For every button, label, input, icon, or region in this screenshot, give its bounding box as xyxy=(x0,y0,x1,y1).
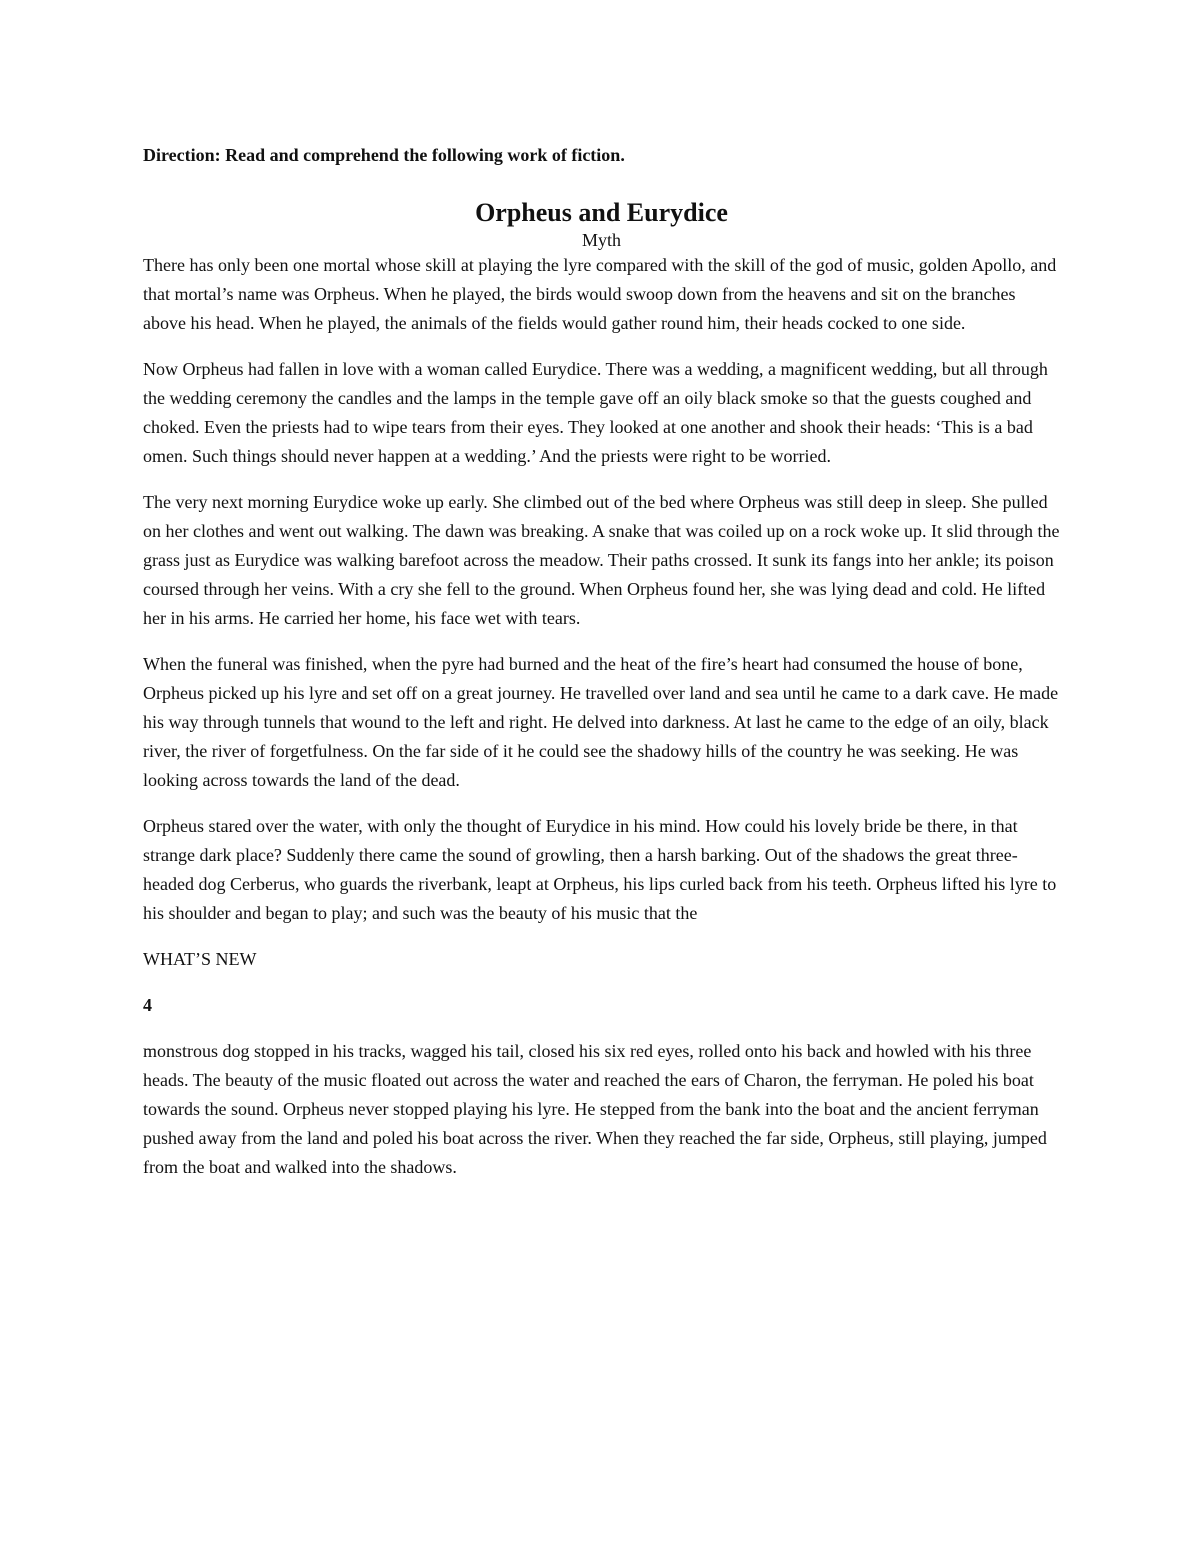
page-number: 4 xyxy=(143,995,152,1015)
direction-instruction: Direction: Read and comprehend the following work of fiction. xyxy=(143,145,625,165)
whats-new-label: WHAT’S NEW xyxy=(143,949,257,969)
story-paragraph: Now Orpheus had fallen in love with a woman called Eurydice. There was a wedding, a magnificent wedding, but all through the wedding ceremony the candles and the lamps in the temple gave off an oily black smoke so that the guests coughed and choked. Even the priests had to wipe tears from their eyes. They looked at one another and shook their heads: ‘This is a bad omen. Such things should never happen at a wedding.’ And the priests were right to be worried. xyxy=(143,359,1048,466)
story-title: Orpheus and Eurydice xyxy=(475,198,728,227)
story-paragraph-continuation: monstrous dog stopped in his tracks, wagged his tail, closed his six red eyes, rolled onto his back and howled with his three heads. The beauty of the music floated out across the water and reached the ears of Charon, the ferryman. He poled his boat towards the sound. Orpheus never stopped playing his lyre. He stepped from the bank into the boat and the ancient ferryman pushed away from the land and poled his boat across the river. When they reached the far side, Orpheus, still playing, jumped from the boat and walked into the shadows. xyxy=(143,1041,1047,1177)
story-paragraph: The very next morning Eurydice woke up early. She climbed out of the bed where Orpheus was still deep in sleep. She pulled on her clothes and went out walking. The dawn was breaking. A snake that was coiled up on a rock woke up. It slid through the grass just as Eurydice was walking barefoot across the meadow. Their paths crossed. It sunk its fangs into her ankle; its poison coursed through her veins. With a cry she fell to the ground. When Orpheus found her, she was lying dead and cold. He lifted her in his arms. He carried her home, his face wet with tears. xyxy=(143,492,1060,628)
story-paragraph: There has only been one mortal whose skill at playing the lyre compared with the skill of the god of music, golden Apollo, and that mortal’s name was Orpheus. When he played, the birds would swoop down from the heavens and sit on the branches above his head. When he played, the animals of the fields would gather round him, their heads cocked to one side. xyxy=(143,255,1057,333)
story-genre: Myth xyxy=(581,230,621,250)
story-paragraph: When the funeral was finished, when the pyre had burned and the heat of the fire’s heart had consumed the house of bone, Orpheus picked up his lyre and set off on a great journey. He travelled over land and sea until he came to a dark cave. He made his way through tunnels that wound to the left and right. He delved into darkness. At last he came to the edge of an oily, black river, the river of forgetfulness. On the far side of it he could see the shadowy hills of the country he was seeking. He was looking across towards the land of the dead. xyxy=(143,654,1059,790)
story-paragraph: Orpheus stared over the water, with only the thought of Eurydice in his mind. How could his lovely bride be there, in that strange dark place? Suddenly there came the sound of growling, then a harsh barking. Out of the shadows the great three-headed dog Cerberus, who guards the riverbank, leapt at Orpheus, his lips curled back from his teeth. Orpheus lifted his lyre to his shoulder and began to play; and such was the beauty of his music that the xyxy=(143,816,1057,923)
